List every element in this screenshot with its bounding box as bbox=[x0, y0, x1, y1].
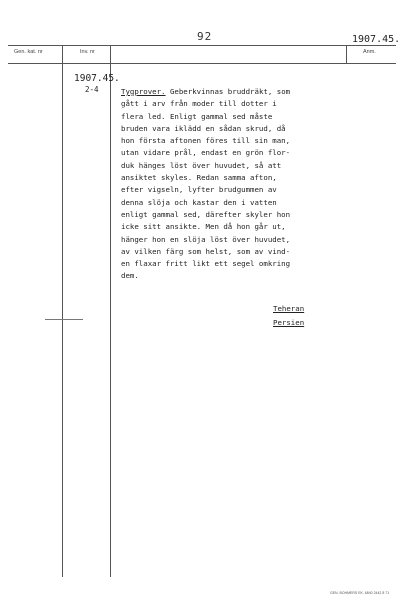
entry-line: utan vidare prål, endast en grön flor- bbox=[121, 148, 291, 158]
column-divider-3 bbox=[346, 45, 347, 63]
column-header-inv-nr: Inv. nr bbox=[80, 49, 95, 55]
column-header-anm: Anm. bbox=[363, 49, 376, 55]
inventory-number: 1907.45. bbox=[74, 73, 120, 84]
entry-text bbox=[121, 86, 393, 283]
entry-line: en flaxar fritt likt ett segel omkring bbox=[121, 259, 291, 269]
entry-line: dem. bbox=[121, 271, 139, 281]
accession-number: 1907.45. bbox=[352, 34, 400, 45]
column-divider-2 bbox=[110, 45, 111, 577]
entry-line: bruden vara iklädd en sådan skrud, då bbox=[121, 123, 286, 133]
entry-line: hänger hon en slöja löst över huvudet, bbox=[121, 234, 291, 244]
form-code: GEN. BOHMERS EK. 6840 2442 8 71 bbox=[330, 591, 390, 595]
entry-line: gått i arv från moder till dotter i bbox=[121, 99, 277, 109]
header-bottom-rule bbox=[8, 63, 396, 64]
column-header-gen-kat-nr: Gen. kat. nr bbox=[14, 49, 43, 55]
place-city: Teheran bbox=[273, 304, 305, 313]
place-country: Persien bbox=[273, 318, 305, 327]
inventory-subnumber: 2-4 bbox=[85, 85, 99, 94]
entry-line: icke sitt ansikte. Men då hon går ut, bbox=[121, 222, 286, 232]
entry-line: efter vigseln, lyfter brudgummen av bbox=[121, 185, 277, 195]
entry-line: hon första aftonen föres till sin man, bbox=[121, 136, 291, 146]
entry-line: denna slöja och kastar den i vatten bbox=[121, 197, 277, 207]
entry-line: duk hänges löst över huvudet, så att bbox=[121, 160, 282, 170]
entry-line: Tygprover. Geberkvinnas bruddräkt, som bbox=[121, 87, 291, 96]
entry-heading: Tygprover. bbox=[121, 87, 166, 96]
entry-line: av vilken färg som helst, som av vind- bbox=[121, 246, 291, 256]
header-top-rule bbox=[8, 45, 396, 46]
page-number: 92 bbox=[197, 30, 213, 43]
entry-line: enligt gammal sed, därefter skyler hon bbox=[121, 209, 291, 219]
entry-line: flera led. Enligt gammal sed måste bbox=[121, 111, 273, 121]
column-divider-1 bbox=[62, 45, 63, 577]
gutter-mark bbox=[45, 319, 83, 320]
entry-line: ansiktet skyles. Redan samma afton, bbox=[121, 173, 277, 183]
